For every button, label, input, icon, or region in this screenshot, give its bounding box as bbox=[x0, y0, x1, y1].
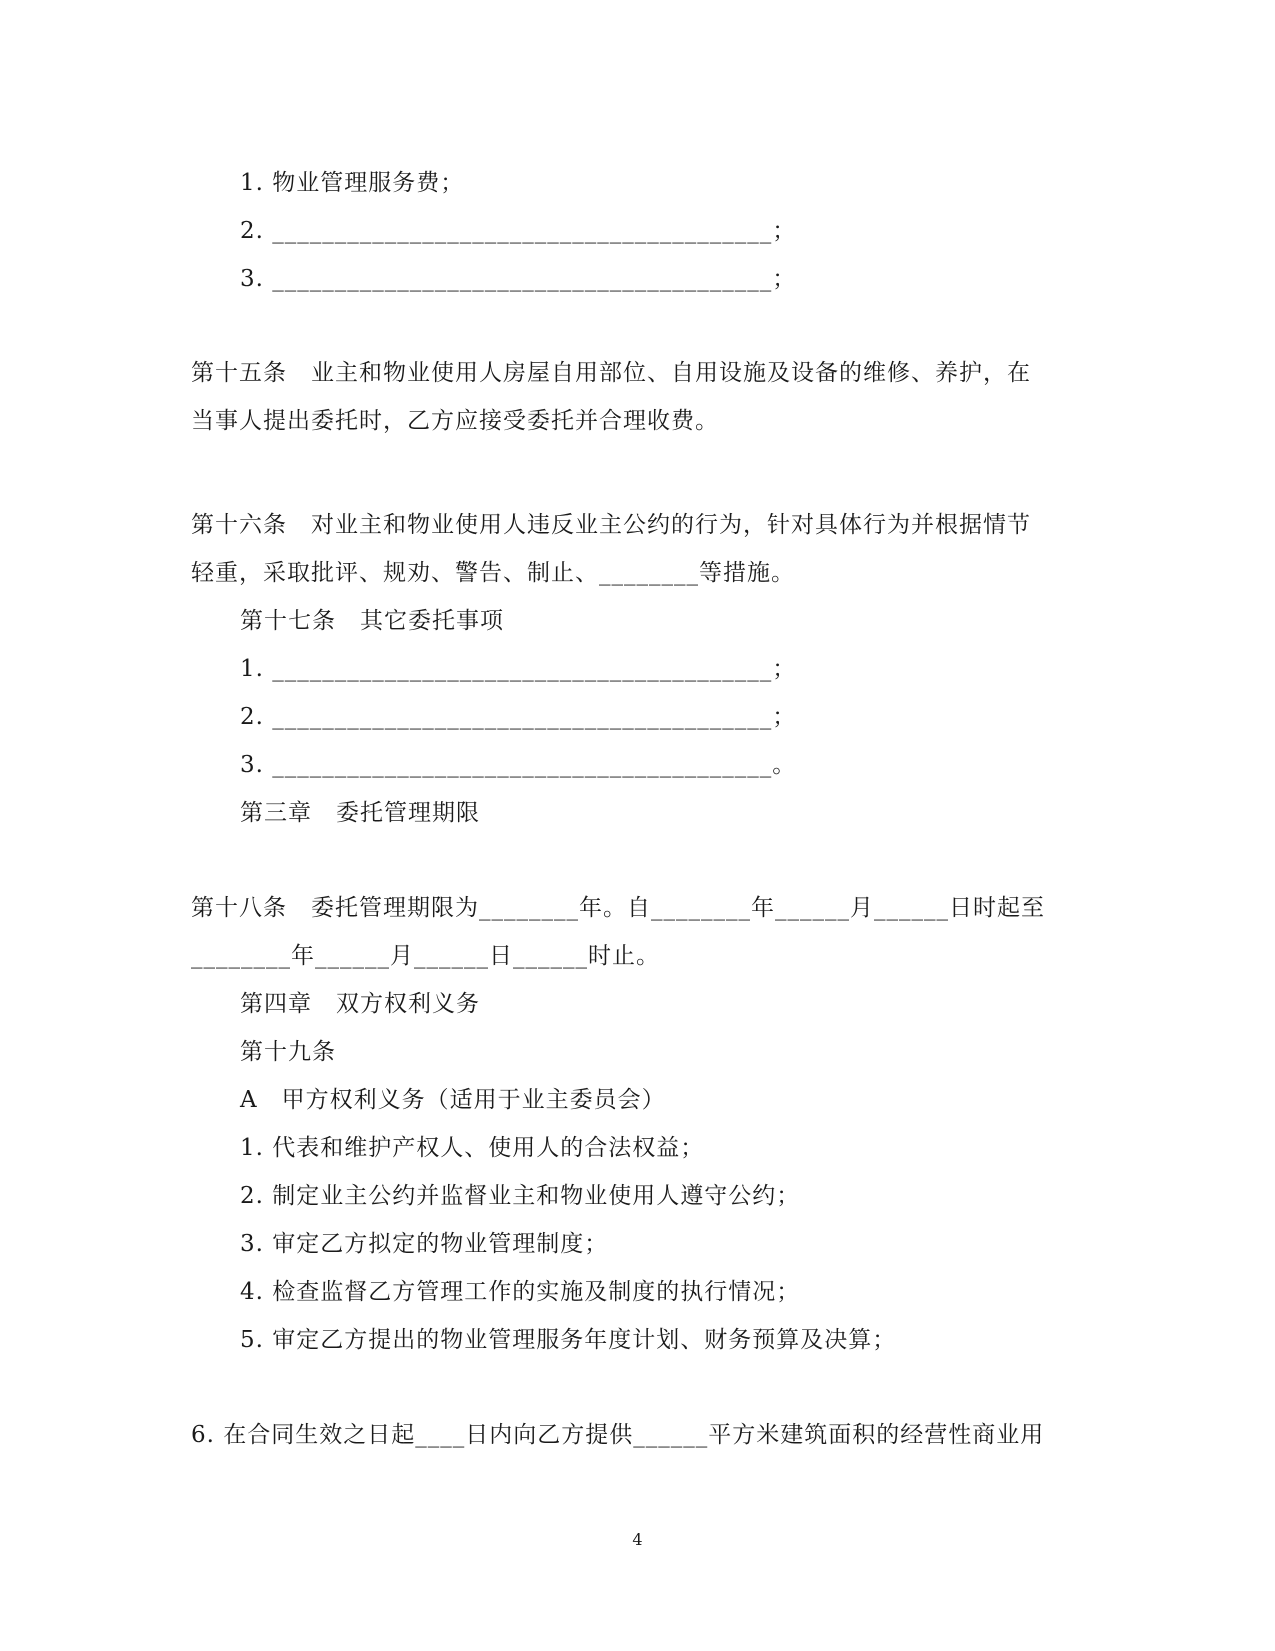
article-17-item-2: 2. ________________________________________； bbox=[240, 704, 797, 730]
article-15-line-2: 当事人提出委托时，乙方应接受委托并合理收费。 bbox=[191, 408, 719, 434]
article-15-line-1: 第十五条 业主和物业使用人房屋自用部位、自用设施及设备的维修、养护，在 bbox=[191, 360, 1031, 386]
party-a-item-6: 6. 在合同生效之日起____日内向乙方提供______平方米建筑面积的经营性商业用 bbox=[191, 1422, 1045, 1448]
chapter-3-heading: 第三章 委托管理期限 bbox=[240, 800, 480, 826]
article-17-item-1: 1. ________________________________________； bbox=[240, 656, 797, 682]
article-19-heading: 第十九条 bbox=[240, 1039, 336, 1065]
service-fee-item-2: 2. ________________________________________； bbox=[240, 218, 797, 244]
article-18-line-2: ________年______月______日______时止。 bbox=[191, 943, 660, 969]
party-a-item-5: 5. 审定乙方提出的物业管理服务年度计划、财务预算及决算； bbox=[240, 1327, 897, 1353]
service-fee-item-1: 1. 物业管理服务费； bbox=[240, 170, 465, 196]
party-a-heading: A 甲方权利义务（适用于业主委员会） bbox=[240, 1087, 666, 1113]
article-17-heading: 第十七条 其它委托事项 bbox=[240, 608, 504, 634]
service-fee-item-3: 3. ________________________________________； bbox=[240, 266, 797, 292]
chapter-4-heading: 第四章 双方权利义务 bbox=[240, 991, 480, 1017]
party-a-item-2: 2. 制定业主公约并监督业主和物业使用人遵守公约； bbox=[240, 1183, 801, 1209]
article-17-item-3: 3. ________________________________________。 bbox=[240, 752, 797, 778]
article-16-line-2: 轻重，采取批评、规劝、警告、制止、________等措施。 bbox=[191, 560, 795, 586]
article-16-line-1: 第十六条 对业主和物业使用人违反业主公约的行为，针对具体行为并根据情节 bbox=[191, 512, 1031, 538]
party-a-item-1: 1. 代表和维护产权人、使用人的合法权益； bbox=[240, 1135, 705, 1161]
article-18-line-1: 第十八条 委托管理期限为________年。自________年______月______日时起至 bbox=[191, 895, 1045, 921]
page-number: 4 bbox=[632, 1530, 643, 1549]
party-a-item-3: 3. 审定乙方拟定的物业管理制度； bbox=[240, 1231, 609, 1257]
party-a-item-4: 4. 检查监督乙方管理工作的实施及制度的执行情况； bbox=[240, 1279, 801, 1305]
